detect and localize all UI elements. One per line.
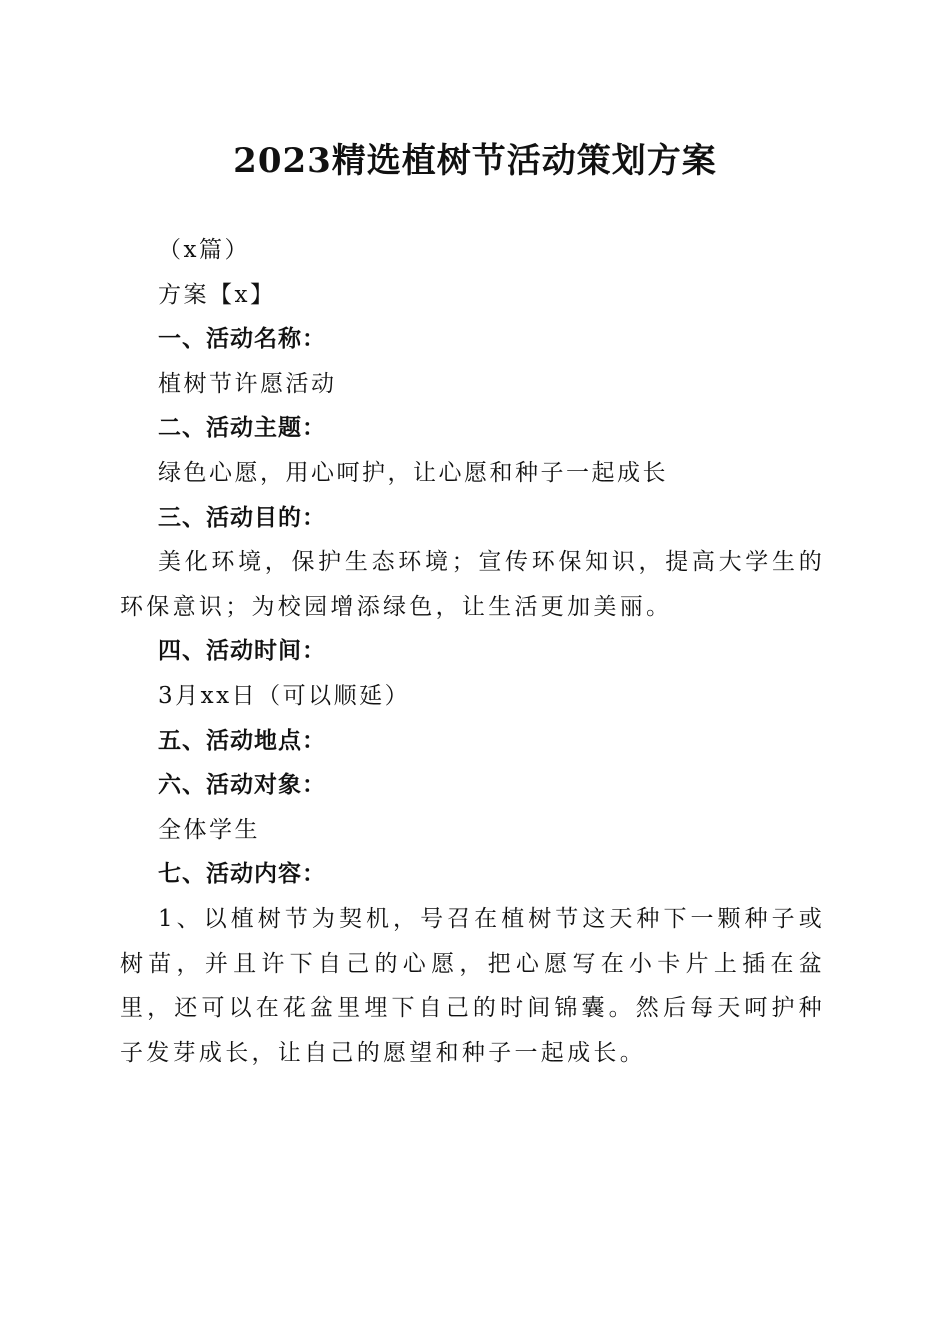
plan-label: 方案【x】 [158,281,276,308]
section-6-body: 全体学生 [158,816,260,843]
document-subtitle: （x篇） [158,237,250,263]
section-6-heading: 六、活动对象： [158,772,326,799]
section-4-heading: 四、活动时间： [158,638,326,665]
section-5-heading: 五、活动地点： [158,727,326,754]
section-3-body: 美化环境，保护生态环境；宣传环保知识，提高大学生的环保意识；为校园增添绿色，让生活更加美丽。 [120,549,825,620]
section-7-body: 1、以植树节为契机，号召在植树节这天种下一颗种子或树苗，并且许下自己的心愿，把心愿写在小卡片上插在盆里，还可以在花盆里埋下自己的时间锦囊。然后每天呵护种子发芽成长，让自己的愿望和种子一起成长。 [120,905,825,1066]
section-1-heading: 一、活动名称： [158,326,326,353]
section-2-heading: 二、活动主题： [158,415,326,442]
section-1-body: 植树节许愿活动 [158,370,337,397]
document-title: 2023精选植树节活动策划方案 [233,141,717,181]
document-body [120,228,825,1075]
section-4-body: 3月xx日（可以顺延） [158,682,411,709]
section-2-body: 绿色心愿，用心呵护，让心愿和种子一起成长 [158,459,668,486]
section-3-heading: 三、活动目的： [158,504,326,531]
section-7-heading: 七、活动内容： [158,861,326,888]
